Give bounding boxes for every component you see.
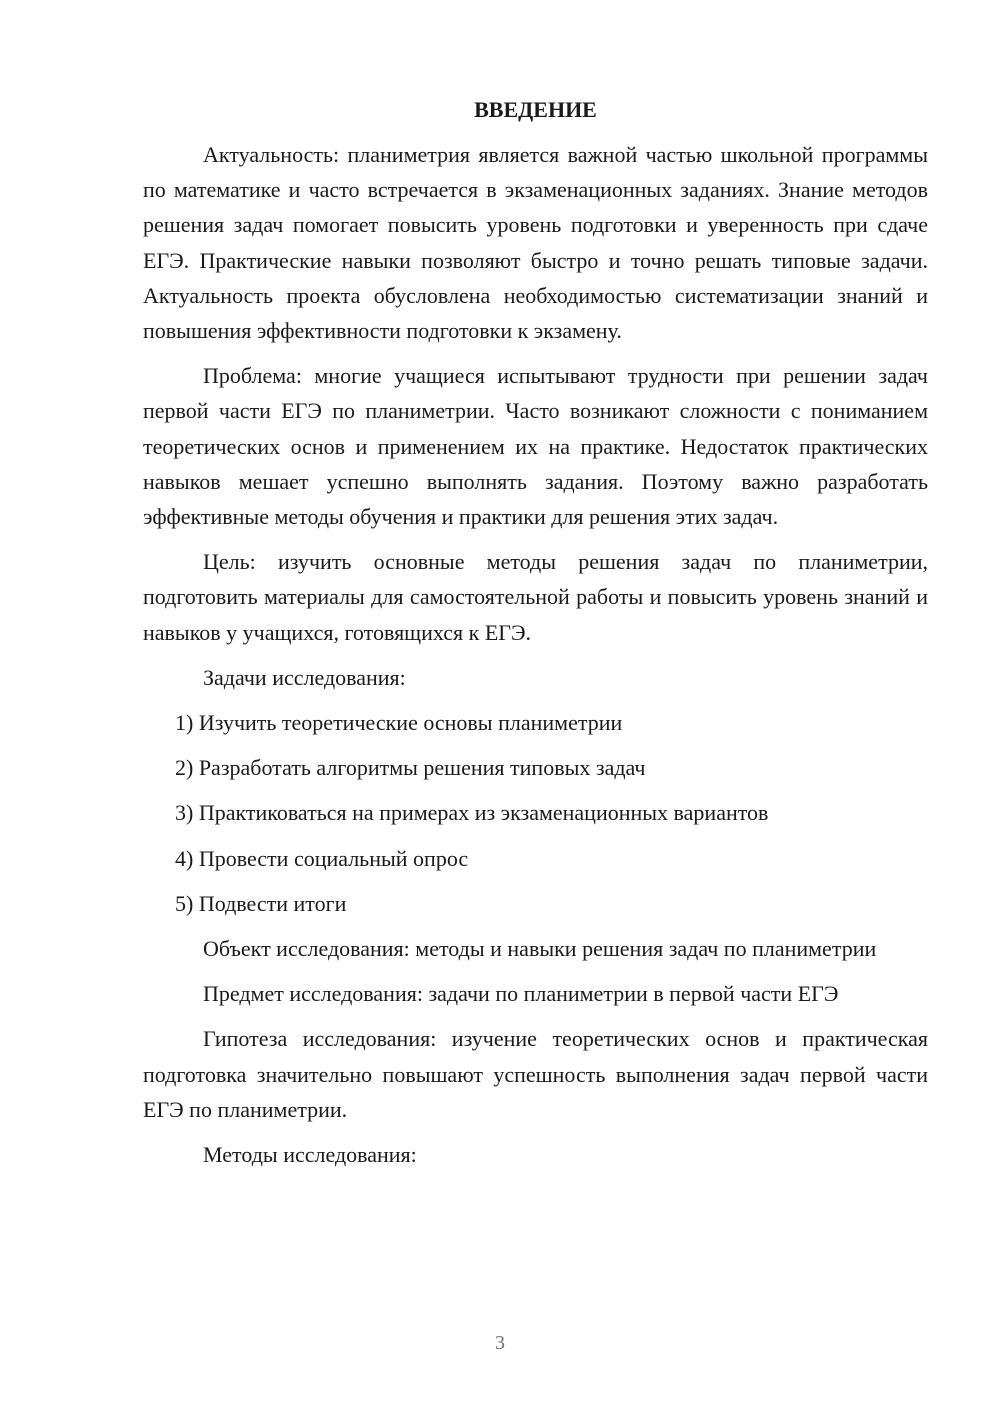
paragraph-subject: Предмет исследования: задачи по планиметрии в первой части ЕГЭ — [203, 981, 839, 1007]
paragraph-hypothesis: Гипотеза исследования: изучение теоретических основ и практическая подготовка значительно повышают успешность выполнения задач первой части ЕГЭ по планиметрии. — [143, 1026, 928, 1122]
list-item: 5) Подвести итоги — [175, 890, 347, 916]
tasks-list — [143, 705, 928, 921]
section-title: ВВЕДЕНИЕ — [474, 97, 597, 122]
document-page — [143, 92, 928, 1182]
list-item: 4) Провести социальный опрос — [175, 845, 469, 871]
paragraph-object: Объект исследования: методы и навыки решения задач по планиметрии — [203, 936, 877, 962]
list-item: 3) Практиковаться на примерах из экзаменационных вариантов — [175, 800, 769, 826]
paragraph-relevance: Актуальность: планиметрия является важной частью школьной программы по математике и часто встречается в экзаменационных заданиях. Знание методов решения задач помогает повысить уровень подготовки и уверенность при сдаче ЕГЭ. Практические навыки позволяют быстро и точно решать типовые задачи. Актуальность проекта обусловлена необходимостью систематизации знаний и повышения эффективности подготовки к экзамену. — [143, 142, 928, 344]
page-number: 3 — [495, 1332, 505, 1354]
list-item: 1) Изучить теоретические основы планиметрии — [175, 710, 623, 736]
methods-heading: Методы исследования: — [203, 1142, 417, 1168]
paragraph-problem: Проблема: многие учащиеся испытывают трудности при решении задач первой части ЕГЭ по планиметрии. Часто возникают сложности с пониманием теоретических основ и применением их на практике. Недостаток практических навыков мешает успешно выполнять задания. Поэтому важно разработать эффективные методы обучения и практики для решения этих задач. — [143, 363, 928, 530]
list-item: 2) Разработать алгоритмы решения типовых задач — [175, 755, 646, 781]
tasks-heading: Задачи исследования: — [203, 664, 406, 690]
paragraph-goal: Цель: изучить основные методы решения задач по планиметрии, подготовить материалы для самостоятельной работы и повысить уровень знаний и навыков у учащихся, готовящихся к ЕГЭ. — [143, 549, 928, 645]
